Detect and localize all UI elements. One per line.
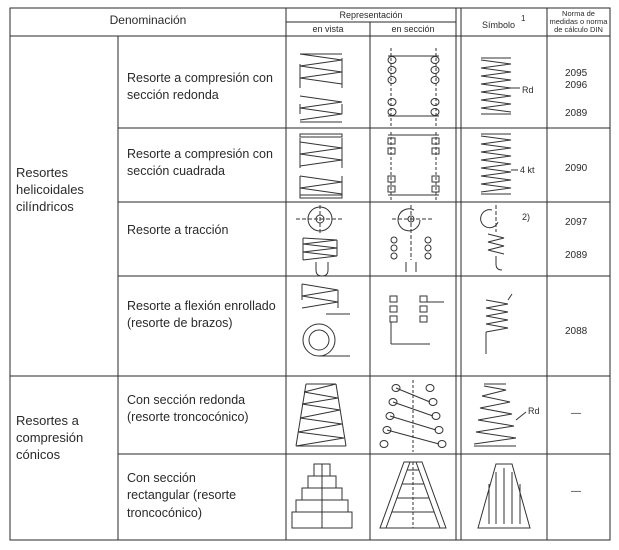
- row3-symbol: [481, 205, 504, 270]
- header-denominacion: Denominación: [109, 13, 187, 27]
- row-name-5: Con sección redonda (resorte troncocónico): [127, 393, 249, 425]
- group-label-cilindricos: Resortes helicoidales cilíndricos: [16, 165, 84, 215]
- row-name-4: Resorte a flexión enrollado (resorte de brazos): [127, 299, 276, 331]
- row-name-6: Con sección rectangular (resorte troncocónico): [127, 471, 237, 520]
- din-1a: 2095: [565, 68, 588, 79]
- row1-view-spring: [300, 54, 342, 122]
- din-2: 2090: [565, 163, 588, 174]
- row6-symbol: [478, 464, 530, 528]
- symbol-label-2: 4 kt: [520, 165, 535, 175]
- row3-view-spring: [296, 205, 344, 276]
- symbol-label-5: Rd: [528, 406, 540, 416]
- row6-section-spring: [380, 462, 446, 528]
- symbol-label-3: 2): [522, 212, 531, 222]
- row1-section-spring: [388, 48, 439, 126]
- din-3a: 2097: [565, 217, 588, 228]
- din-6: —: [571, 486, 581, 497]
- row5-section-spring: [380, 380, 446, 452]
- row2-view-spring: [300, 134, 342, 198]
- header-norma: Norma de medidas o norma de cálculo DIN: [549, 9, 608, 34]
- row6-view-spring: [292, 464, 352, 528]
- header-representacion: Representación: [339, 10, 403, 20]
- din-3b: 2089: [565, 250, 588, 261]
- row5-view-spring: [296, 384, 346, 446]
- row5-symbol: [474, 384, 526, 446]
- row4-view-spring: [302, 284, 350, 356]
- din-4: 2088: [565, 326, 588, 337]
- header-simbolo: Símbolo: [482, 20, 516, 30]
- row3-section-spring: [391, 205, 432, 272]
- row2-symbol: [481, 134, 518, 194]
- din-5: —: [571, 408, 581, 419]
- row4-section-spring: [390, 296, 444, 344]
- header-simbolo-footnote: 1: [521, 14, 526, 23]
- header-en-vista: en vista: [312, 24, 344, 34]
- row1-symbol: [481, 58, 520, 114]
- header-en-seccion: en sección: [391, 24, 435, 34]
- row4-symbol: [486, 294, 512, 354]
- din-1c: 2089: [565, 108, 588, 119]
- row2-section-spring: [388, 132, 439, 200]
- row-name-1: Resorte a compresión con sección redonda: [127, 71, 273, 103]
- row-name-2: Resorte a compresión con sección cuadrada: [127, 147, 273, 179]
- row-name-3: Resorte a tracción: [127, 223, 229, 237]
- symbol-label-1: Rd: [522, 85, 534, 95]
- din-1b: 2096: [565, 80, 588, 91]
- group-label-conicos: Resortes a compresión cónicos: [16, 413, 84, 463]
